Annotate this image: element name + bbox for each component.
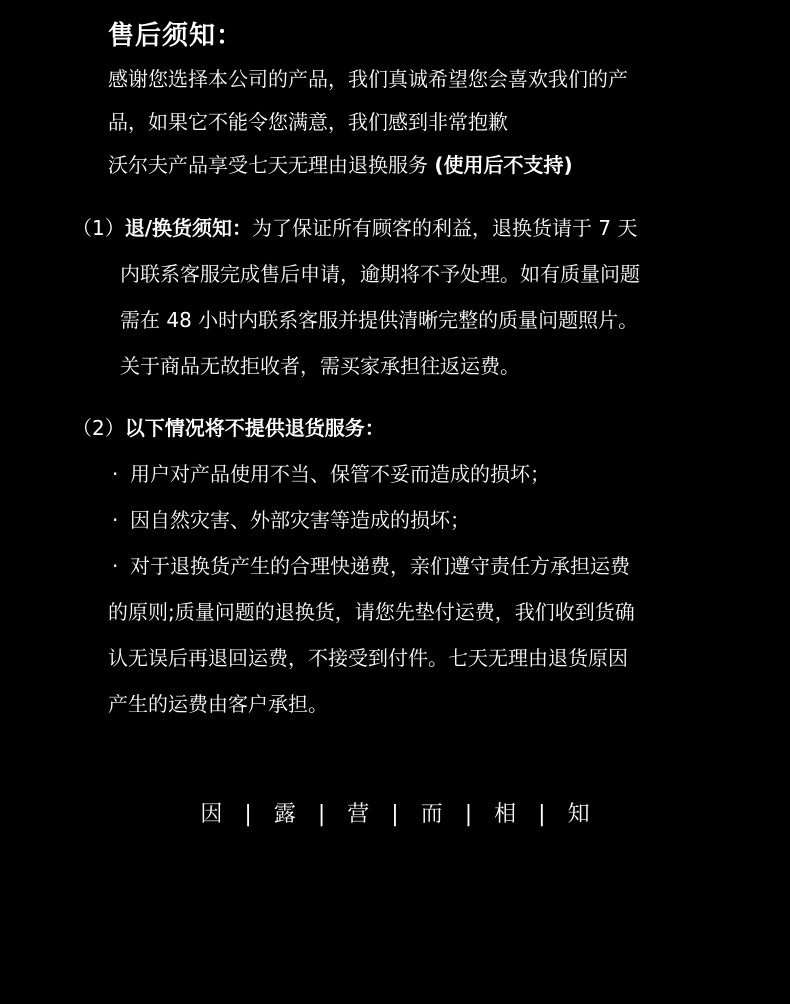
bullet-text: 因自然灾害、外部灾害等造成的损坏； [130,508,470,532]
section-1-number: （1） [72,216,125,240]
section-2-label: 以下情况将不提供退货服务： [124,416,385,440]
page-title: 售后须知： [108,21,244,51]
section-return-exchange [72,205,762,389]
slogan-separator: | [464,802,473,827]
slogan-separator: | [391,802,399,827]
continuation-line-2: 认无误后再退回运费，不接受到付件。七天无理由退货原因 [108,646,628,670]
section-no-return-cases [72,405,762,727]
slogan-separator: | [317,802,326,827]
continuation-line-1: 的原则;质量问题的退换货，请您先垫付运费，我们收到货确 [108,600,635,624]
section-2-bullet-list [72,451,762,589]
list-item [112,543,762,589]
section-2-continuation [72,589,762,727]
slogan-char: 营 [347,802,370,827]
bullet-text: 用户对产品使用不当、保管不妥而造成的损坏； [130,462,550,486]
section-2-number: （2） [72,416,125,440]
section-1-body [72,251,762,389]
section-1-line-2: 内联系客服完成售后申请，逾期将不予处理。如有质量问题 [120,262,640,286]
brand-slogan [0,795,790,835]
intro-line-3 [108,144,748,187]
bullet-dot-icon: · [112,554,119,578]
list-item [112,497,762,543]
slogan-char: 露 [273,802,296,827]
section-1-line-4: 关于商品无故拒收者，需买家承担往返运费。 [120,354,520,378]
intro-line-1: 感谢您选择本公司的产品，我们真诚希望您会喜欢我们的产 [108,67,628,91]
slogan-char: 而 [420,802,443,827]
slogan-separator: | [244,802,252,827]
section-1-line-3: 需在 48 小时内联系客服并提供清晰完整的质量问题照片。 [120,308,639,332]
section-1-heading [72,205,762,251]
section-1-label: 退/换货须知： [124,216,253,240]
section-2-heading [72,405,762,451]
section-1-line-1: 为了保证所有顾客的利益，退换货请于 7 天 [252,216,638,240]
intro-line-3-text: 沃尔夫产品享受七天无理由退换服务 [108,153,435,177]
continuation-line-3: 产生的运费由客户承担。 [108,692,328,716]
slogan-char: 因 [200,802,223,827]
bullet-dot-icon: · [112,508,119,532]
intro-paragraph [108,58,748,187]
slogan-char: 相 [494,802,517,827]
bullet-text: 对于退换货产生的合理快递费，亲们遵守责任方承担运费 [130,554,630,578]
intro-line-2: 品，如果它不能令您满意，我们感到非常抱歉 [108,110,508,134]
intro-line-3-note: (使用后不支持) [434,153,573,177]
bullet-dot-icon: · [112,462,119,486]
slogan-char: 知 [567,802,590,827]
list-item [112,451,762,497]
slogan-separator: | [538,802,546,827]
